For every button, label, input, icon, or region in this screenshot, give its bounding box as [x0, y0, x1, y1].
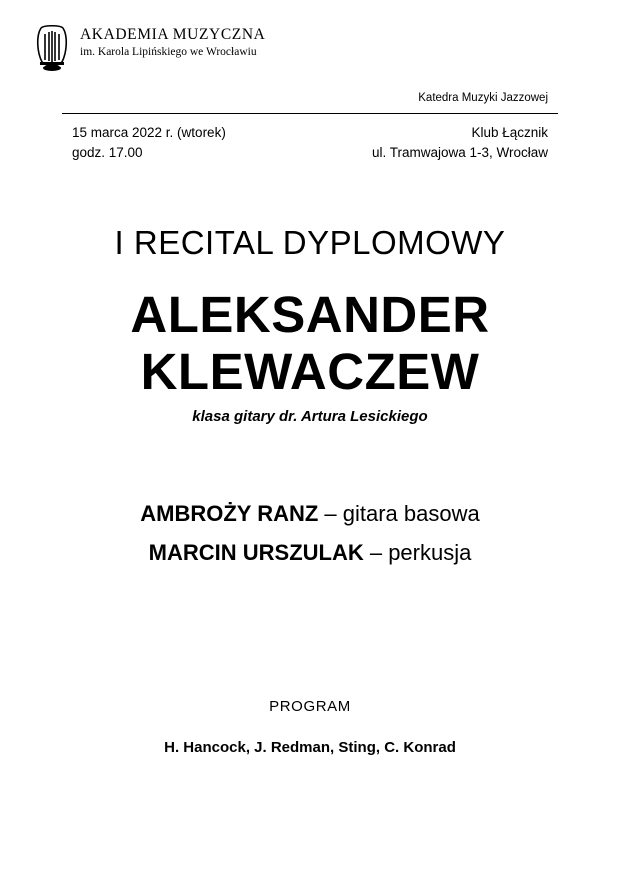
event-date-block	[72, 123, 226, 162]
performer-name: AMBROŻY RANZ	[140, 501, 319, 527]
performer-name: MARCIN URSZULAK	[148, 539, 364, 565]
list-item	[0, 534, 620, 573]
program-composers: H. Hancock, J. Redman, Sting, C. Konrad	[164, 739, 456, 757]
institution-line1: AKADEMIA MUZYCZNA	[80, 26, 266, 43]
event-address: ul. Tramwajowa 1-3, Wrocław	[371, 144, 548, 160]
artist-last-name: KLEWACZEW	[140, 343, 480, 401]
artist-class: klasa gitary dr. Artura Lesickiego	[192, 408, 428, 426]
event-venue-block	[372, 123, 548, 162]
artist-first-name: ALEKSANDER	[130, 286, 490, 344]
event-meta	[0, 114, 620, 162]
institution-name	[80, 22, 265, 60]
event-time: godz. 17.00	[72, 144, 143, 160]
program-section	[0, 698, 620, 756]
performers-list	[0, 495, 620, 572]
page-title: I RECITAL DYPLOMOWY	[114, 224, 506, 262]
header	[0, 0, 620, 72]
program-heading: PROGRAM	[269, 698, 351, 716]
event-venue: Klub Łącznik	[471, 125, 548, 140]
lyre-icon	[34, 22, 70, 72]
artist-name	[0, 286, 620, 400]
performer-role: – perkusja	[363, 539, 472, 565]
event-date: 15 marca 2022 r. (wtorek)	[72, 125, 226, 140]
list-item	[0, 495, 620, 534]
institution-line2: im. Karola Lipińskiego we Wrocławiu	[80, 45, 257, 58]
department-label: Katedra Muzyki Jazzowej	[418, 92, 548, 104]
performer-role: – gitara basowa	[318, 501, 480, 527]
